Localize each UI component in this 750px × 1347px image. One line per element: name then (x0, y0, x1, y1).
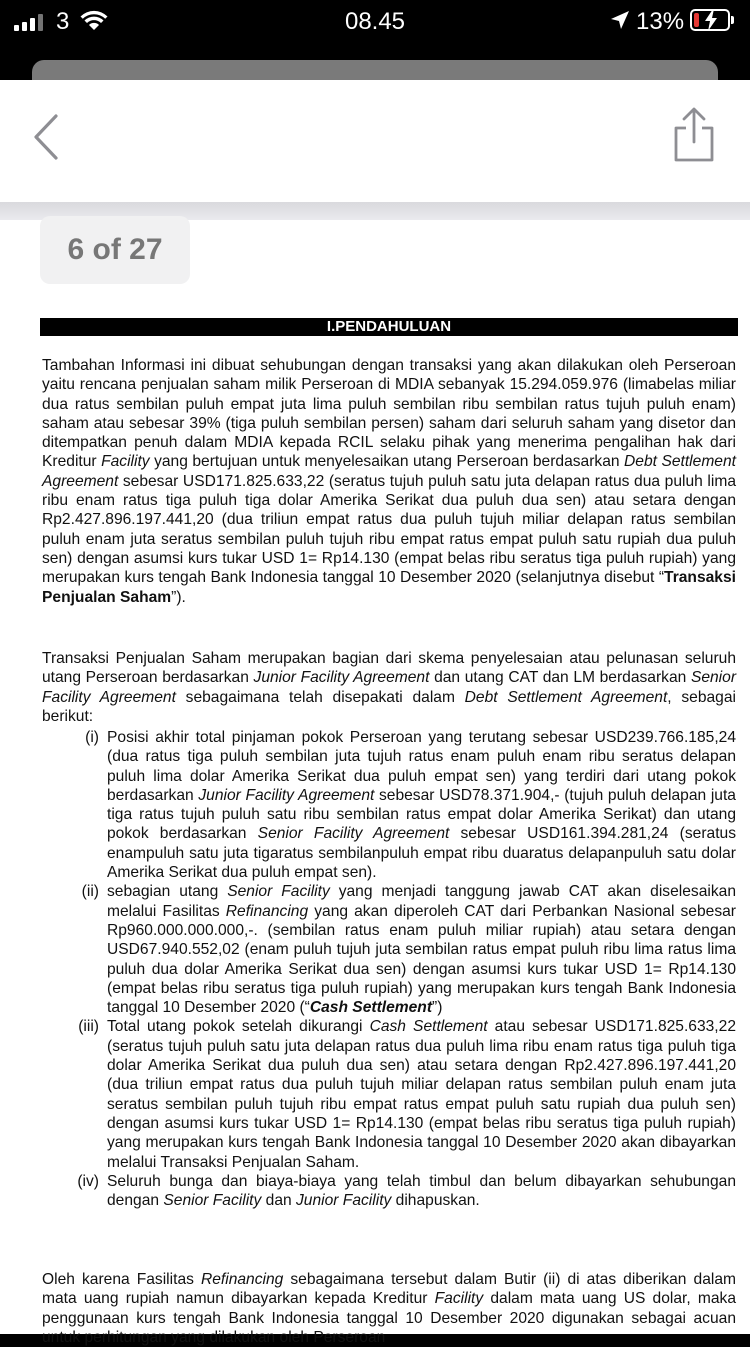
paragraph-refinancing: Oleh karena Fasilitas Refinancing sebagaimana tersebut dalam Butir (ii) di atas diberikan dalam mata uang rupiah namun dibayarkan kepada Kreditur Facility dalam mata uang US dolar, maka penggunaan kurs tengah Bank Indonesia tanggal 10 Desember 2020 digunakan sebagai acuan untuk perhitungan yang dilakukan oleh Perseroan (42, 1271, 736, 1346)
battery-percent: 13% (636, 8, 685, 35)
paragraph-scheme: Transaksi Penjualan Saham merupakan bagian dari skema penyelesaian atau pelunasan seluruh utang Perseroan berdasarkan Junior Facility Agreement dan utang CAT dan LM berdasarkan Senior Facility Agreement sebagaimana telah disepakati dalam Debt Settlement Agreement, sebagai berikut: (42, 650, 737, 725)
carrier-label: 3 (56, 8, 70, 35)
list-item-number: (iv) (77, 1172, 99, 1190)
list-item (42, 1172, 736, 1211)
section-heading: I.PENDAHULUAN (40, 318, 738, 336)
paragraph-intro: Tambahan Informasi ini dibuat sehubungan dengan transaksi yang akan dilakukan oleh Perseroan yaitu rencana penjualan saham milik Perseroan di MDIA sebanyak 15.294.059.976 (limabelas miliar dua ratus sembilan puluh empat juta lima puluh sembilan ribu sembilan ratus tujuh puluh enam) saham atau sebesar 39% (tiga puluh sembilan persen) saham dari seluruh saham yang disetor dan ditempatkan penuh dalam MDIA kepada RCIL selaku pihak yang menerima pengalihan hak dari Kreditur Facility yang bertujuan untuk menyelesaikan utang Perseroan berdasarkan Debt Settlement Agreement sebesar USD171.825.633,22 (seratus tujuh puluh satu juta delapan ratus dua puluh lima ribu enam ratus tiga puluh tiga dolar Amerika Serikat dua puluh dua sen) atau setara dengan Rp2.427.896.197.441,20 (dua triliun empat ratus dua puluh tujuh miliar delapan ratus sembilan puluh enam juta seratus sembilan puluh tujuh ribu empat ratus empat puluh satu rupiah dua puluh sen) dengan asumsi kurs tukar USD 1= Rp14.130 (empat belas ribu seratus tiga puluh rupiah) yang merupakan kurs tengah Bank Indonesia tanggal 10 Desember 2020 (selanjutnya disebut “Transaksi Penjualan Saham”). (42, 357, 736, 606)
status-bar (0, 0, 750, 44)
list-item (42, 882, 736, 1017)
share-icon[interactable] (668, 106, 720, 164)
list-item-text: sebagian utang Senior Facility yang menjadi tanggung jawab CAT akan diselesaikan melalui Fasilitas Refinancing yang akan diperoleh CAT dari Perbankan Nasional sebesar Rp960.000.000.000,-. (sembilan ratus enam puluh miliar rupiah) atau setara dengan USD67.940.552,02 (enam puluh tujuh juta sembilan ratus empat puluh ribu lima ratus lima puluh dua dolar Amerika Serikat dua sen) dengan asumsi kurs tukar USD 1= Rp14.130 (empat belas ribu seratus tiga puluh rupiah) yang merupakan kurs tengah Bank Indonesia tanggal 10 Desember 2020 (“Cash Settlement”) (107, 883, 736, 1017)
page-indicator: 6 of 27 (40, 216, 190, 284)
settlement-list (42, 728, 736, 1210)
clock: 08.45 (344, 8, 406, 35)
list-item-number: (iii) (78, 1018, 99, 1036)
list-item-text: Total utang pokok setelah dikurangi Cash Settlement atau sebesar USD171.825.633,22 (seratus tujuh puluh satu juta delapan ratus dua puluh lima ribu enam ratus tiga puluh tiga dolar Amerika Serikat dua puluh dua sen) atau setara dengan Rp2.427.896.197.441,20 (dua triliun empat ratus dua puluh tujuh miliar delapan ratus sembilan puluh enam juta seratus sembilan puluh tujuh ribu empat ratus empat puluh satu rupiah dua puluh sen) dengan asumsi kurs tukar USD 1= Rp14.130 (empat belas ribu seratus tiga puluh rupiah) yang merupakan kurs tengah Bank Indonesia tanggal 10 Desember 2020 akan dibayarkan melalui Transaksi Penjualan Saham. (107, 1018, 736, 1171)
viewer-toolbar (0, 80, 750, 202)
list-item (42, 728, 736, 882)
list-item (42, 1017, 736, 1171)
battery-icon (690, 9, 730, 31)
chevron-left-icon[interactable] (28, 112, 68, 162)
document-viewer[interactable] (0, 80, 750, 1346)
list-item-number: (i) (85, 729, 99, 746)
list-item-text: Seluruh bunga dan biaya-biaya yang telah timbul dan belum dibayarkan sehubungan dengan Senior Facility dan Junior Facility dihapuskan. (107, 1172, 736, 1210)
list-item-number: (ii) (81, 883, 99, 901)
location-arrow-icon (610, 10, 630, 30)
list-item-text: Posisi akhir total pinjaman pokok Perseroan yang terutang sebesar USD239.766.185,24 (dua ratus tiga puluh sembilan juta tujuh ratus enam puluh enam ribu seratus delapan puluh lima dolar Amerika Serikat dua puluh empat sen) yang terdiri dari utang pokok berdasarkan Junior Facility Agreement sebesar USD78.371.904,- (tujuh puluh delapan juta tiga ratus tujuh puluh satu ribu sembilan ratus empat dolar Amerika Serikat) dan utang pokok berdasarkan Senior Facility Agreement sebesar USD161.394.281,24 (seratus enampuluh satu juta tigaratus sembilanpuluh empat ribu duaratus delapanpuluh satu dolar Amerika Serikat dua puluh empat sen). (107, 729, 736, 882)
